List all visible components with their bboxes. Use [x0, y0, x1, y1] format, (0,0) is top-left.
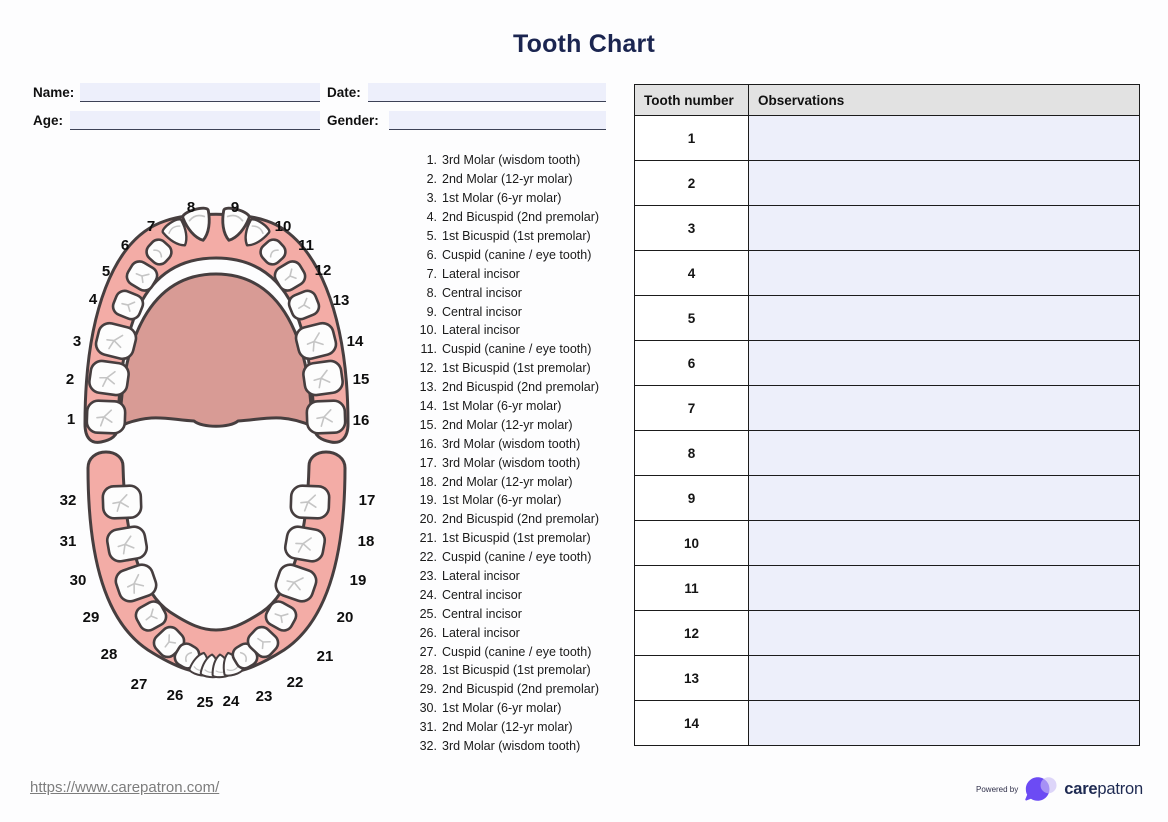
tooth-list-name: 2nd Bicuspid (2nd premolar)	[442, 682, 600, 697]
tooth-list-number: 5.	[426, 229, 437, 243]
tooth-list-name: 3rd Molar (wisdom tooth)	[442, 739, 581, 754]
tooth-number-label: 25	[196, 694, 214, 711]
upper-palate	[120, 274, 312, 426]
tooth-number-label: 29	[82, 609, 100, 626]
tooth-list-name: Central incisor	[442, 587, 522, 602]
date-label: Date:	[327, 85, 361, 100]
tooth-list-number: 7.	[426, 266, 437, 281]
carepatron-logo-icon	[1025, 776, 1057, 803]
tooth-list-number: 11.	[420, 342, 437, 357]
tooth-name-list	[409, 151, 599, 756]
date-input[interactable]	[368, 83, 606, 102]
lower-arch	[60, 452, 376, 711]
tooth-list-number: 2.	[426, 172, 437, 187]
tooth-list-item	[409, 718, 599, 737]
tooth-shape-2	[88, 360, 130, 397]
observation-row	[635, 386, 1140, 431]
tooth-list-item	[409, 397, 599, 416]
tooth-list-name: Lateral incisor	[442, 625, 520, 640]
powered-by-label: Powered by	[976, 785, 1019, 794]
dental-arch-diagram	[30, 190, 420, 720]
tooth-shape-1	[86, 400, 125, 433]
tooth-number-label: 12	[314, 262, 332, 279]
observation-cell[interactable]	[749, 701, 1140, 746]
tooth-number-label: 22	[286, 674, 304, 691]
observation-cell[interactable]	[749, 341, 1140, 386]
tooth-number-label: 32	[59, 492, 77, 509]
tooth-list-number: 21.	[419, 531, 437, 546]
age-input[interactable]	[70, 111, 320, 130]
tooth-shape-31	[106, 525, 149, 563]
tooth-number-label: 30	[69, 572, 87, 589]
observation-cell[interactable]	[749, 431, 1140, 476]
tooth-list-item	[409, 642, 599, 661]
tooth-number-label: 19	[349, 572, 367, 589]
tooth-number-label: 28	[100, 646, 118, 663]
tooth-number-label: 5	[101, 263, 111, 280]
observation-cell[interactable]	[749, 566, 1140, 611]
tooth-number-label: 14	[346, 333, 364, 350]
tooth-list-name: 2nd Bicuspid (2nd premolar)	[442, 512, 600, 527]
tooth-list-name: Central incisor	[442, 285, 522, 300]
tooth-number-label: 18	[357, 533, 375, 550]
tooth-number-cell: 7	[635, 386, 749, 431]
tooth-list-number: 9.	[426, 304, 437, 319]
tooth-list-name: 1st Bicuspid (1st premolar)	[442, 361, 591, 376]
tooth-list-item	[409, 189, 599, 208]
tooth-list-item	[409, 472, 599, 491]
tooth-list-name: 1st Molar (6-yr molar)	[442, 493, 562, 508]
tooth-list-name: 2nd Molar (12-yr molar)	[442, 720, 573, 735]
tooth-list-number: 27.	[419, 644, 437, 659]
page-title: Tooth Chart	[513, 30, 655, 58]
tooth-number-label: 20	[336, 609, 354, 626]
tooth-number-label: 24	[222, 693, 240, 710]
tooth-shape-32	[102, 485, 141, 518]
tooth-list-item	[409, 604, 599, 623]
tooth-number-cell: 1	[635, 116, 749, 161]
name-label: Name:	[33, 85, 75, 100]
tooth-number-label: 4	[88, 291, 98, 308]
observation-cell[interactable]	[749, 116, 1140, 161]
tooth-number-label: 16	[352, 412, 370, 429]
tooth-number-label: 1	[66, 411, 76, 428]
tooth-shape-17	[290, 485, 329, 518]
tooth-list-name: Cuspid (canine / eye tooth)	[442, 342, 592, 357]
tooth-list-name: Cuspid (canine / eye tooth)	[442, 550, 592, 565]
tooth-list-number: 13.	[419, 380, 437, 395]
tooth-list-number: 31.	[419, 720, 437, 735]
tooth-list-item	[409, 302, 599, 321]
observations-column-header: Observations	[749, 85, 1140, 116]
tooth-list-item	[409, 623, 599, 642]
tooth-list-name: 3rd Molar (wisdom tooth)	[442, 436, 581, 451]
tooth-list-number: 30.	[419, 701, 437, 716]
observations-table	[634, 84, 1140, 746]
tooth-number-label: 6	[120, 237, 130, 254]
upper-arch	[66, 199, 370, 442]
tooth-number-label: 7	[146, 218, 156, 235]
tooth-number-cell: 10	[635, 521, 749, 566]
age-label: Age:	[33, 113, 63, 128]
tooth-list-number: 1.	[426, 153, 437, 168]
tooth-list-number: 26.	[419, 625, 437, 640]
tooth-list-number: 17.	[419, 455, 437, 470]
tooth-list-item	[409, 415, 599, 434]
observation-cell[interactable]	[749, 251, 1140, 296]
tooth-list-number: 24.	[419, 587, 437, 602]
tooth-list-number: 6.	[426, 247, 437, 262]
tooth-list-number: 25.	[419, 606, 437, 621]
tooth-list-item	[409, 359, 599, 378]
tooth-list-item	[409, 227, 599, 246]
observation-cell[interactable]	[749, 206, 1140, 251]
tooth-list-item	[409, 245, 599, 264]
tooth-list-name: Central incisor	[442, 606, 522, 621]
tooth-list-name: Lateral incisor	[442, 323, 520, 338]
tooth-list-name: Cuspid (canine / eye tooth)	[442, 644, 592, 659]
observation-cell[interactable]	[749, 296, 1140, 341]
tooth-number-cell: 6	[635, 341, 749, 386]
tooth-list-number: 28.	[419, 663, 437, 678]
tooth-list-item	[409, 491, 599, 510]
tooth-number-column-header: Tooth number	[635, 85, 749, 116]
tooth-number-label: 23	[255, 688, 273, 705]
observation-row	[635, 476, 1140, 521]
observation-row	[635, 521, 1140, 566]
tooth-list-name: 2nd Molar (12-yr molar)	[442, 172, 573, 187]
tooth-list-name: 1st Molar (6-yr molar)	[442, 701, 562, 716]
tooth-number-label: 9	[230, 199, 240, 216]
tooth-number-label: 8	[186, 199, 196, 216]
tooth-list-item	[409, 378, 599, 397]
tooth-list-name: 1st Bicuspid (1st premolar)	[442, 663, 591, 678]
tooth-list-item	[409, 208, 599, 227]
tooth-number-label: 21	[316, 648, 334, 665]
tooth-shape-16	[306, 400, 345, 433]
tooth-list-number: 10.	[419, 323, 437, 338]
tooth-list-item	[409, 283, 599, 302]
tooth-number-cell: 9	[635, 476, 749, 521]
tooth-number-label: 27	[130, 676, 148, 693]
observation-cell[interactable]	[749, 656, 1140, 701]
observation-cell[interactable]	[749, 521, 1140, 566]
observation-cell[interactable]	[749, 476, 1140, 521]
tooth-list-item	[409, 548, 599, 567]
tooth-list-number: 29.	[419, 682, 437, 697]
tooth-list-name: 1st Bicuspid (1st premolar)	[442, 531, 591, 546]
tooth-list-item	[409, 567, 599, 586]
tooth-list-name: 1st Molar (6-yr molar)	[442, 399, 562, 414]
tooth-number-label: 17	[358, 492, 376, 509]
tooth-list-number: 22.	[419, 550, 437, 565]
tooth-list-name: 2nd Bicuspid (2nd premolar)	[442, 380, 600, 395]
tooth-number-cell: 2	[635, 161, 749, 206]
tooth-shape-18	[284, 525, 327, 563]
tooth-number-label: 15	[352, 371, 370, 388]
tooth-list-number: 15.	[419, 417, 437, 432]
tooth-list-name: Cuspid (canine / eye tooth)	[442, 247, 592, 262]
tooth-list-item	[409, 434, 599, 453]
tooth-list-item	[409, 264, 599, 283]
tooth-list-name: 2nd Molar (12-yr molar)	[442, 474, 573, 489]
tooth-list-item	[409, 585, 599, 604]
gender-input[interactable]	[389, 111, 606, 130]
observation-row	[635, 206, 1140, 251]
tooth-list-name: 3rd Molar (wisdom tooth)	[442, 455, 581, 470]
tooth-number-label: 3	[72, 333, 82, 350]
tooth-number-label: 26	[166, 687, 184, 704]
tooth-list-number: 3.	[426, 191, 437, 206]
tooth-number-cell: 14	[635, 701, 749, 746]
observation-row	[635, 161, 1140, 206]
observation-row	[635, 566, 1140, 611]
tooth-list-name: 2nd Molar (12-yr molar)	[442, 417, 573, 432]
tooth-shape-15	[302, 360, 344, 397]
tooth-list-item	[409, 661, 599, 680]
tooth-list-number: 16.	[419, 436, 437, 451]
brand-patron: patron	[1097, 780, 1143, 798]
tooth-list-number: 20.	[419, 512, 437, 527]
carepatron-url-link[interactable]: https://www.carepatron.com/	[30, 779, 220, 796]
tooth-list-item	[409, 151, 599, 170]
tooth-number-cell: 12	[635, 611, 749, 656]
tooth-number-cell: 5	[635, 296, 749, 341]
tooth-number-label: 31	[59, 533, 77, 550]
tooth-list-name: 2nd Bicuspid (2nd premolar)	[442, 210, 600, 225]
observation-cell[interactable]	[749, 611, 1140, 656]
observation-row	[635, 251, 1140, 296]
tooth-list-number: 32.	[419, 739, 437, 754]
tooth-number-cell: 13	[635, 656, 749, 701]
tooth-number-cell: 3	[635, 206, 749, 251]
tooth-list-name: 3rd Molar (wisdom tooth)	[442, 153, 581, 168]
observation-row	[635, 116, 1140, 161]
tooth-number-cell: 11	[635, 566, 749, 611]
tooth-list-item	[409, 737, 599, 756]
observation-row	[635, 296, 1140, 341]
tooth-list-item	[409, 340, 599, 359]
tooth-list-name: 1st Bicuspid (1st premolar)	[442, 229, 591, 243]
observation-row	[635, 341, 1140, 386]
tooth-list-name: Central incisor	[442, 304, 522, 319]
tooth-list-item	[409, 170, 599, 189]
tooth-list-item	[409, 529, 599, 548]
observations-header-row	[635, 85, 1140, 116]
tooth-list-item	[409, 510, 599, 529]
tooth-list-number: 12.	[419, 361, 437, 376]
observation-row	[635, 431, 1140, 476]
observation-cell[interactable]	[749, 161, 1140, 206]
tooth-list-item	[409, 699, 599, 718]
tooth-list-name: Lateral incisor	[442, 569, 520, 584]
tooth-list-item	[409, 453, 599, 472]
name-input[interactable]	[80, 83, 320, 102]
powered-by-badge	[976, 776, 1143, 803]
tooth-number-label: 10	[274, 218, 292, 235]
tooth-list-name: 1st Molar (6-yr molar)	[442, 191, 562, 206]
observation-row	[635, 656, 1140, 701]
tooth-list-number: 23.	[419, 569, 437, 584]
tooth-number-label: 2	[65, 371, 75, 388]
brand-care: care	[1064, 780, 1098, 798]
tooth-number-label: 11	[298, 237, 314, 254]
tooth-number-cell: 8	[635, 431, 749, 476]
gender-label: Gender:	[327, 113, 379, 128]
tooth-list-number: 18.	[419, 474, 437, 489]
tooth-list-number: 19.	[419, 493, 437, 508]
tooth-list-number: 14.	[419, 399, 437, 414]
tooth-list-item	[409, 680, 599, 699]
tooth-list-number: 8.	[426, 285, 437, 300]
tooth-list-name: Lateral incisor	[442, 266, 520, 281]
tooth-number-cell: 4	[635, 251, 749, 296]
tooth-list-number: 4.	[426, 210, 437, 225]
observation-row	[635, 611, 1140, 656]
tooth-number-label: 13	[332, 292, 350, 309]
observation-row	[635, 701, 1140, 746]
carepatron-wordmark	[1064, 780, 1143, 799]
tooth-list-item	[409, 321, 599, 340]
observation-cell[interactable]	[749, 386, 1140, 431]
